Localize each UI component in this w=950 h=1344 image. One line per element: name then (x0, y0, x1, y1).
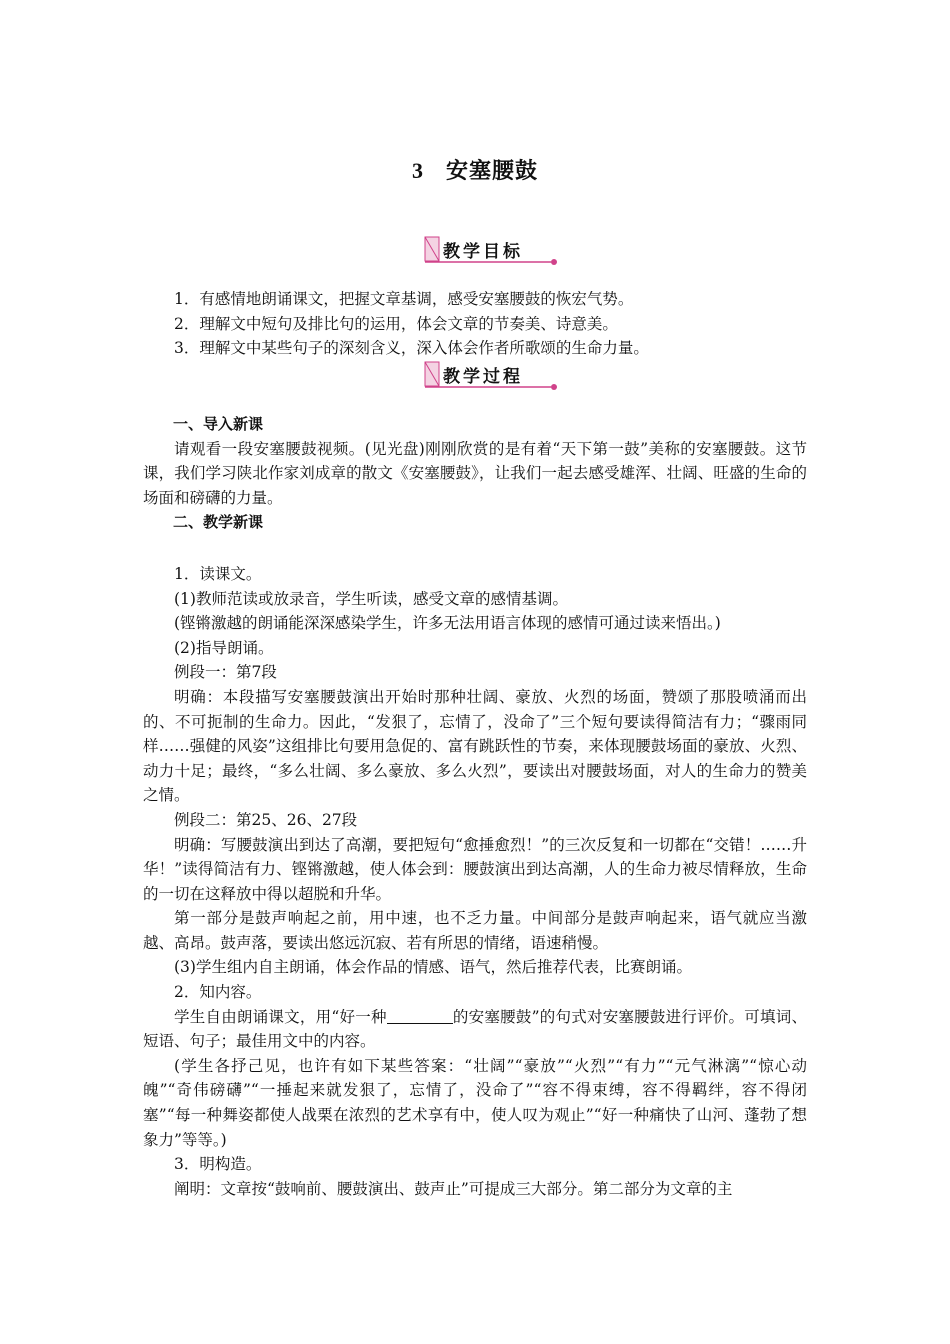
fill-in-prompt-end: 的安塞腰鼓”的句式对安塞腰鼓进行评价。可填词、短语、句子；最佳用文中的内容。 (143, 1007, 807, 1051)
goal-item: 2．理解文中短句及排比句的运用，体会文章的节奏美、诗意美。 (174, 314, 618, 333)
paragraph: (学生各抒己见，也许有如下某些答案：“壮阔”“豪放”“火烈”“有力”“元气淋漓”“惊心动魄”“奇伟磅礴”“一捶起来就发狠了，忘情了，没命了”“容不得束缚，容不得羁绊，容不得闭塞”“每一种舞姿都使人战栗在浓烈的艺术享有中，使人叹为观止”“好一种痛快了山河、蓬勃了想象力”等等。) (143, 1056, 807, 1149)
process-banner (423, 360, 559, 390)
paragraph: 第一部分是鼓声响起之前，用中速，也不乏力量。中间部分是鼓声响起来，语气就应当激越、高昂。鼓声落，要读出悠远沉寂、若有所思的情绪，语速稍慢。 (143, 909, 807, 952)
lesson-title: 安塞腰鼓 (445, 159, 538, 184)
paragraph: (铿锵激越的朗诵能深深感染学生，许多无法用语言体现的感情可通过读来悟出。) (174, 614, 721, 633)
paragraph: (1)教师范读或放录音，学生听读，感受文章的感情基调。 (174, 589, 568, 608)
paragraph: 例段一：第7段 (174, 663, 277, 682)
goals-list (143, 287, 807, 361)
goal-item: 1．有感情地朗诵课文，把握文章基调，感受安塞腰鼓的恢宏气势。 (174, 290, 634, 308)
paragraph: (3)学生组内自主朗诵，体会作品的情感、语气，然后推荐代表，比赛朗诵。 (174, 958, 692, 977)
paragraph: 1．读课文。 (174, 564, 262, 583)
paragraph: 请观看一段安塞腰鼓视频。(见光盘)刚刚欣赏的是有着“天下第一鼓”美称的安塞腰鼓。这节课，我们学习陕北作家刘成章的散文《安塞腰鼓》，让我们一起去感受雄浑、壮阔、旺盛的生命的场面和磅礴的力量。 (143, 439, 807, 507)
paragraph: 2．知内容。 (174, 983, 262, 1002)
fill-in-prompt-start: 学生自由朗诵课文，用“好一种 (174, 1007, 387, 1026)
page-title (0, 156, 950, 187)
process-body (143, 412, 807, 1201)
goal-item: 3．理解文中某些句子的深刻含义，深入体会作者所歌颂的生命力量。 (174, 339, 649, 358)
paragraph: 例段二：第25、26、27段 (174, 810, 358, 829)
paragraph: 阐明：文章按“鼓响前、腰鼓演出、鼓声止”可提成三大部分。第二部分为文章的主 (174, 1179, 733, 1198)
paragraph: 3．明构造。 (174, 1155, 262, 1174)
section-heading: 一、导入新课 (173, 415, 264, 433)
paragraph (143, 1005, 807, 1054)
lesson-number: 3 (411, 158, 424, 183)
paragraph: 明确：写腰鼓演出到达了高潮，要把短句“愈捶愈烈！”的三次反复和一切都在“交错！……升华！”读得简洁有力、铿锵激越，使人体会到：腰鼓演出到达高潮，人的生命力被尽情释放，生命的一切在这释放中得以超脱和升华。 (143, 835, 807, 903)
fill-in-blank (387, 1007, 453, 1024)
paragraph: (2)指导朗诵。 (174, 638, 274, 657)
paragraph: 明确：本段描写安塞腰鼓演出开始时那种壮阔、豪放、火烈的场面，赞颂了那股喷涌而出的、不可扼制的生命力。因此，“发狠了，忘情了，没命了”三个短句要读得简洁有力；“骤雨同样……强健的风姿”这组排比句要用急促的、富有跳跃性的节奏，来体现腰鼓场面的豪放、火烈、动力十足；最终，“多么壮阔、多么豪放、多么火烈”，要读出对腰鼓场面，对人的生命力的赞美之情。 (143, 687, 807, 805)
section-heading: 二、教学新课 (173, 513, 264, 532)
goals-banner-label: 教学目标 (443, 242, 523, 262)
process-banner-label: 教学过程 (443, 367, 523, 387)
goals-banner (423, 235, 559, 265)
